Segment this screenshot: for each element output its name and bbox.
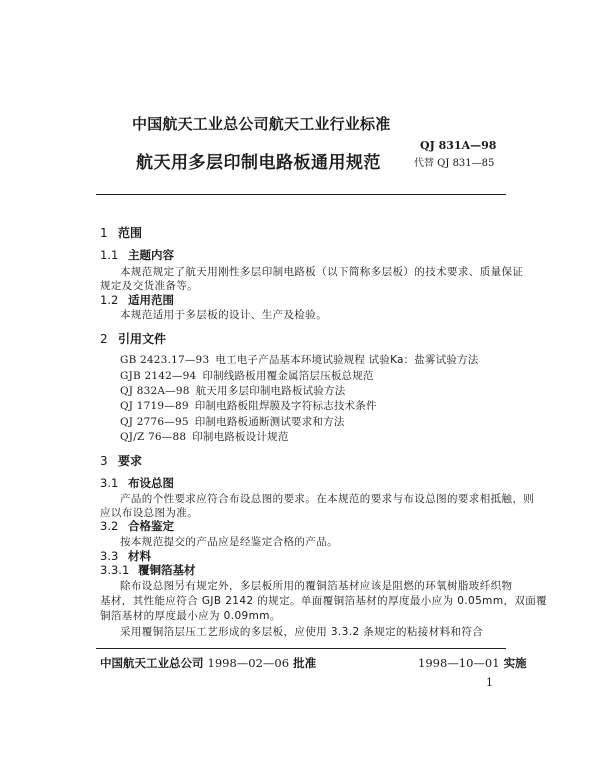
standard-code-text: QJ 831A—98 xyxy=(420,139,497,152)
section-title: 要求 xyxy=(118,454,143,468)
document-title: 航天用多层印制电路板通用规范 xyxy=(136,153,381,173)
reference-item xyxy=(120,414,345,429)
reference-code: QJ 2776—95 xyxy=(120,416,189,428)
section-number: 3.3 xyxy=(100,549,119,563)
header-divider xyxy=(96,194,506,195)
approval-label: 批准 xyxy=(293,656,317,670)
paragraph-line: 本规范规定了航天用刚性多层印制电路板（以下简称多层板）的技术要求、质量保证 xyxy=(120,266,524,278)
reference-item xyxy=(120,398,377,413)
section-title: 材料 xyxy=(128,549,151,563)
reference-code: QJ 832A—98 xyxy=(120,385,190,397)
reference-item xyxy=(120,383,345,398)
section-number: 3.1 xyxy=(100,476,119,490)
section-title: 适用范围 xyxy=(128,293,174,307)
section-3-heading xyxy=(100,452,142,469)
page-number: 1 xyxy=(486,676,493,689)
footer-divider xyxy=(96,648,506,649)
paragraph-line: 本规范适用于多层板的设计、生产及检验。 xyxy=(120,309,328,321)
section-title: 范围 xyxy=(118,226,143,240)
section-number: 3 xyxy=(100,454,108,468)
section-number: 2 xyxy=(100,332,108,346)
reference-name: 印制电路板阻焊膜及字符标志技术条件 xyxy=(194,400,377,412)
reference-code: QJ/Z 76—88 xyxy=(120,431,187,443)
section-title: 合格鉴定 xyxy=(128,519,174,533)
section-2-heading xyxy=(100,330,166,347)
reference-name: 航天用多层印制电路板试验方法 xyxy=(195,385,346,397)
issuing-organization-heading: 中国航天工业总公司航天工业行业标准 xyxy=(132,115,391,133)
section-number: 1 xyxy=(100,226,108,240)
reference-code: GB 2423.17—93 xyxy=(120,354,210,366)
effective-info xyxy=(418,655,527,671)
approving-organization: 中国航天工业总公司 xyxy=(100,656,204,670)
paragraph-line: 规定及交货准备等。 xyxy=(100,280,199,292)
effective-date: 1998—10—01 xyxy=(418,656,500,670)
reference-name: 印制电路板设计规范 xyxy=(192,431,289,443)
reference-name: 电工电子产品基本环境试验规程 试验Ka：盐雾试验方法 xyxy=(215,354,479,366)
section-3-3-1-heading xyxy=(100,562,196,578)
paragraph-line: 应以布设总图为准。 xyxy=(100,507,199,519)
section-title: 主题内容 xyxy=(128,248,174,262)
standard-code xyxy=(420,139,496,152)
reference-code: GJB 2142—94 xyxy=(120,370,197,382)
section-title: 引用文件 xyxy=(118,332,167,346)
paragraph-line: 除布设总图另有规定外，多层板所用的覆铜箔基材应该是阻燃的环氧树脂玻纤织物 xyxy=(120,580,513,592)
section-1-1-heading xyxy=(100,247,174,263)
reference-item xyxy=(120,352,479,367)
section-1-2-heading xyxy=(100,292,174,308)
paragraph-line: 按本规范提交的产品应是经鉴定合格的产品。 xyxy=(120,536,338,548)
reference-code: QJ 1719—89 xyxy=(120,400,189,412)
section-title: 布设总图 xyxy=(128,476,174,490)
approval-info xyxy=(100,655,316,671)
section-3-1-heading xyxy=(100,475,174,491)
section-number: 3.3.1 xyxy=(100,563,130,577)
section-1-heading xyxy=(100,224,142,241)
paragraph-line: 采用覆铜箔层压工艺形成的多层板，应使用 3.3.2 条规定的粘接材料和符合 xyxy=(120,626,484,638)
reference-name: 印制电路板通断测试要求和方法 xyxy=(194,416,345,428)
effective-label: 实施 xyxy=(503,656,527,670)
replaces-standard: 代替 QJ 831—85 xyxy=(414,158,495,169)
reference-name: 印制线路板用覆金属箔层压板总规范 xyxy=(202,370,374,382)
paragraph-line: 铜箔基材的厚度最小应为 0.09mm。 xyxy=(100,610,281,622)
section-title: 覆铜箔基材 xyxy=(138,563,196,577)
section-number: 1.2 xyxy=(100,293,119,307)
reference-item xyxy=(120,368,374,383)
paragraph-line: 基材，其性能应符合 GJB 2142 的规定。单面覆铜箔基材的厚度最小应为 0.05mm，双面覆 xyxy=(100,595,548,607)
reference-item xyxy=(120,429,289,444)
paragraph-line: 产品的个性要求应符合布设总图的要求。在本规范的要求与布设总图的要求相抵触，则 xyxy=(120,493,535,505)
section-number: 1.1 xyxy=(100,248,119,262)
section-3-2-heading xyxy=(100,518,174,534)
section-number: 3.2 xyxy=(100,519,119,533)
approval-date: 1998—02—06 xyxy=(207,656,290,670)
